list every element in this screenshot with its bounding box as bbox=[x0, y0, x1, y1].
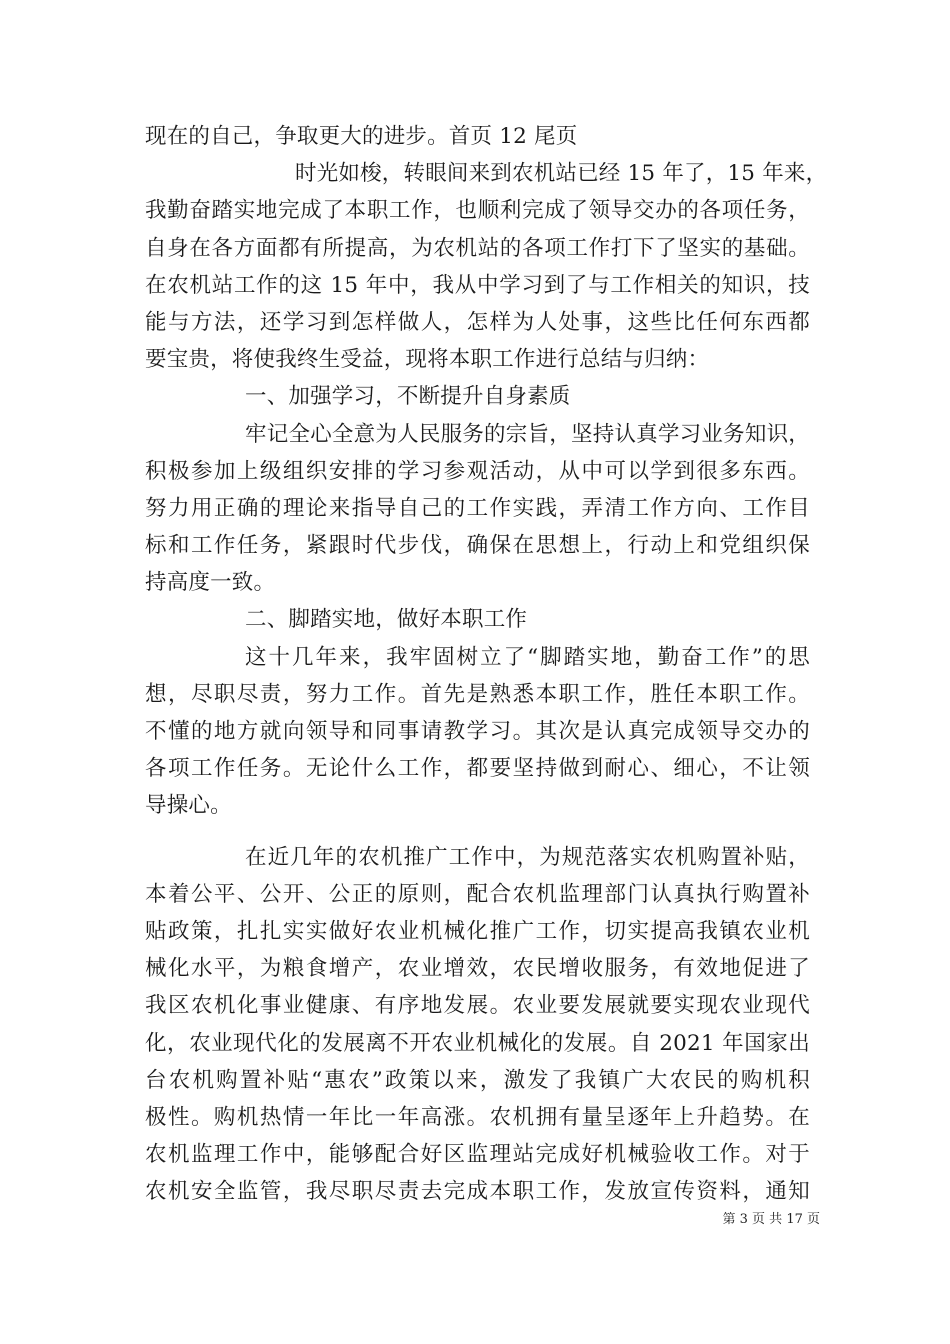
text-line: 自身在各方面都有所提高，为农机站的各项工作打下了坚实的基础。 bbox=[145, 235, 810, 261]
section-heading-2: 二、脚踏实地，做好本职工作 bbox=[245, 607, 528, 633]
text-line: 农机监理工作中，能够配合好区监理站完成好机械验收工作。对于 bbox=[145, 1142, 810, 1168]
text-line: 标和工作任务，紧跟时代步伐，确保在思想上，行动上和党组织保 bbox=[145, 533, 810, 559]
paragraph-start-line: 这十几年来，我牢固树立了“脚踏实地，勤奋工作”的思 bbox=[245, 644, 810, 670]
text-line: 能与方法，还学习到怎样做人，怎样为人处事，这些比任何东西都 bbox=[145, 309, 810, 335]
text-line: 积极参加上级组织安排的学习参观活动，从中可以学到很多东西。 bbox=[145, 458, 810, 484]
text-line: 在农机站工作的这 15 年中，我从中学习到了与工作相关的知识，技 bbox=[145, 272, 810, 298]
text-line: 化，农业现代化的发展离不开农业机械化的发展。自 2021 年国家出 bbox=[145, 1030, 810, 1056]
text-line: 导操心。 bbox=[145, 793, 232, 819]
text-line: 我区农机化事业健康、有序地发展。农业要发展就要实现农业现代 bbox=[145, 993, 810, 1019]
text-line: 不懂的地方就向领导和同事请教学习。其次是认真完成领导交办的 bbox=[145, 719, 810, 744]
text-line: 台农机购置补贴“惠农”政策以来，激发了我镇广大农民的购机积 bbox=[145, 1067, 810, 1093]
text-line: 持高度一致。 bbox=[145, 570, 276, 596]
text-line: 械化水平，为粮食增产，农业增效，农民增收服务，有效地促进了 bbox=[145, 956, 810, 982]
text-line: 各项工作任务。无论什么工作，都要坚持做到耐心、细心，不让领 bbox=[145, 756, 810, 782]
text-line: 想，尽职尽责，努力工作。首先是熟悉本职工作，胜任本职工作。 bbox=[145, 681, 810, 707]
text-line: 本着公平、公开、公正的原则，配合农机监理部门认真执行购置补 bbox=[145, 881, 810, 907]
text-line: 我勤奋踏实地完成了本职工作，也顺利完成了领导交办的各项任务， bbox=[145, 198, 810, 224]
paragraph-gap bbox=[145, 825, 810, 839]
paragraph-start-line: 牢记全心全意为人民服务的宗旨，坚持认真学习业务知识， bbox=[245, 421, 810, 447]
paragraph-start-line: 在近几年的农机推广工作中，为规范落实农机购置补贴， bbox=[245, 844, 810, 870]
text-line: 现在的自己，争取更大的进步。首页 12 尾页 bbox=[145, 124, 578, 149]
text-line: 努力用正确的理论来指导自己的工作实践，弄清工作方向、工作目 bbox=[145, 495, 810, 521]
text-line: 极性。购机热情一年比一年高涨。农机拥有量呈逐年上升趋势。在 bbox=[145, 1104, 810, 1130]
text-line: 贴政策，扎扎实实做好农业机械化推广工作，切实提高我镇农业机 bbox=[145, 918, 810, 944]
section-heading-1: 一、加强学习，不断提升自身素质 bbox=[245, 384, 571, 410]
document-body bbox=[145, 118, 828, 1210]
text-line: 要宝贵，将使我终生受益，现将本职工作进行总结与归纳： bbox=[145, 347, 710, 373]
paragraph-start-line: 时光如梭，转眼间来到农机站已经 15 年了，15 年来， bbox=[295, 161, 828, 187]
text-line: 农机安全监管，我尽职尽责去完成本职工作，发放宣传资料，通知 bbox=[145, 1179, 810, 1205]
page-number-footer: 第 3 页 共 17 页 bbox=[722, 1212, 820, 1227]
